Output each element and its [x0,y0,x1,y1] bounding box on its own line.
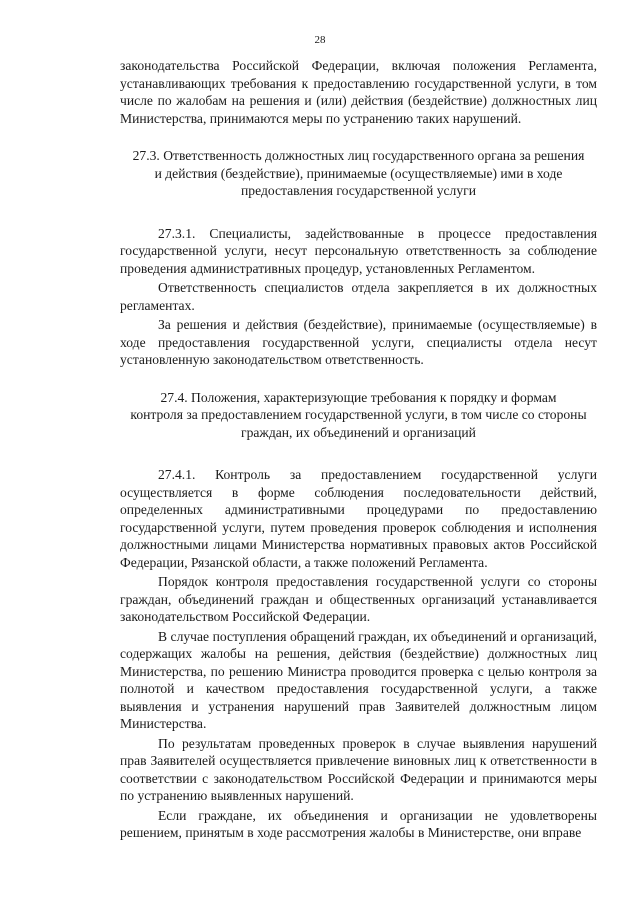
paragraph: Порядок контроля предоставления государственной услуги со стороны граждан, объединений граждан и общественных организаций устанавливается законодательством Российской Федерации. [120,574,597,624]
heading-line: предоставления государственной услуги [241,183,476,198]
paragraph-27-4-1: 27.4.1. Контроль за предоставлением государственной услуги осуществляется в форме соблюдения последовательности действий, определенных административными процедурами по предоставлению государственной услуги, путем проведения проверок соблюдения и исполнения должностными лицами Министерства нормативных правовых актов Российской Федерации, Рязанской области, а также положений Регламента. [120,467,597,570]
heading-line: 27.4. Положения, характеризующие требования к порядку и формам [160,389,557,405]
document-body [120,57,597,842]
heading-line: контроля за предоставлением государственной услуги, в том числе со стороны [130,407,587,422]
heading-line: граждан, их объединений и организаций [241,424,476,440]
paragraph-intro: законодательства Российской Федерации, включая положения Регламента, устанавливающих требования к предоставлению государственной услуги, в том числе по жалобам на решения и (или) действия (бездействие) должностных лиц Министерства, принимаются меры по устранению таких нарушений. [120,58,597,126]
paragraph-27-3-1: 27.3.1. Специалисты, задействованные в процессе предоставления государственной услуги, несут персональную ответственность за соблюдение проведения административных процедур, установленных Регламентом. [120,225,597,276]
heading-line: 27.3. Ответственность должностных лиц государственного органа за решения [132,148,585,163]
paragraph: В случае поступления обращений граждан, их объединений и организаций, содержащих жалобы на решения, действия (бездействие) должностных лиц Министерства, по решению Министра проводится проверка с целью контроля за полнотой и качеством предоставления государственной услуги, а также выявления и устранения нарушений прав Заявителей должностным лицом Министерства. [120,628,597,731]
section-heading-27-3 [120,147,597,200]
section-heading-27-4 [120,389,597,442]
heading-line: и действия (бездействие), принимаемые (осуществляемые) ими в ходе [154,165,563,181]
paragraph: Если граждане, их объединения и организации не удовлетворены решением, принятым в ходе рассмотрения жалобы в Министерстве, они вправе [120,807,597,840]
page-number: 28 [314,34,326,46]
paragraph: Ответственность специалистов отдела закрепляется в их должностных регламентах. [120,280,597,313]
paragraph: По результатам проведенных проверок в случае выявления нарушений прав Заявителей осуществляется привлечение виновных лиц к ответственности в соответствии с законодательством Российской Федерации и принимаются меры по устранению выявленных нарушений. [120,735,597,803]
paragraph: За решения и действия (бездействие), принимаемые (осуществляемые) в ходе предоставления государственной услуги, специалисты отдела несут установленную законодательством ответственность. [120,317,597,367]
